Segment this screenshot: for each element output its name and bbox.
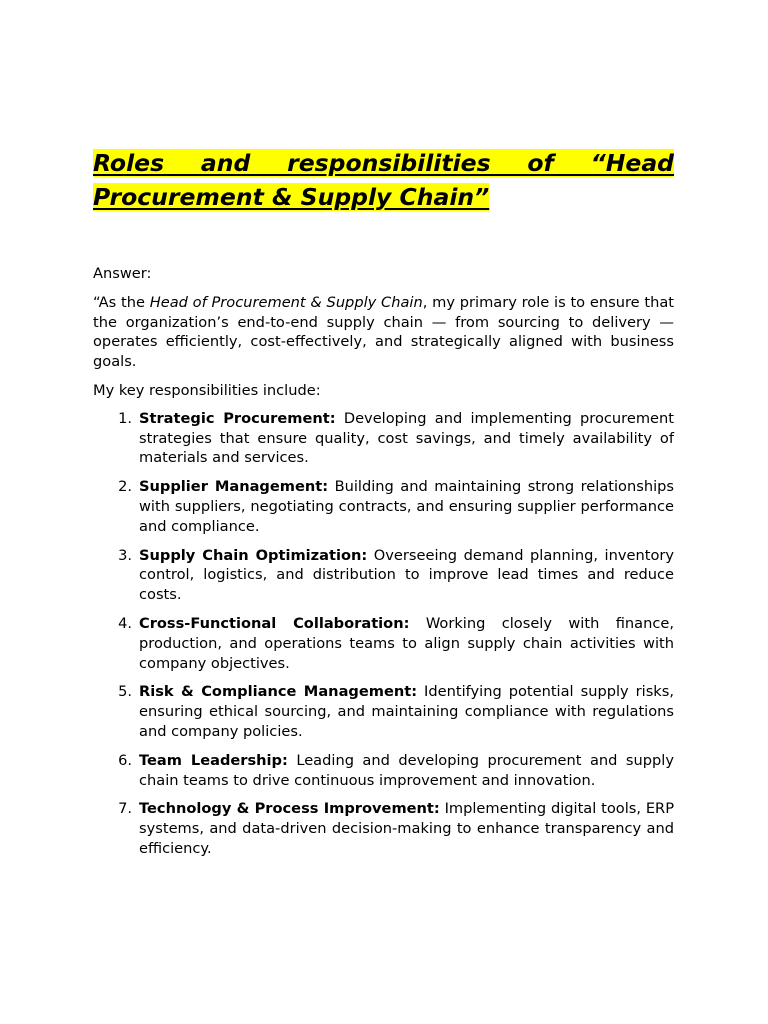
list-item-text: Overseeing demand planning, inventory control, logistics, and distribution to improve lead times and reduce costs.: [139, 546, 675, 604]
intro-body: , my primary role is to ensure that the organization’s end-to-end supply chain — from sourcing to delivery — operates efficiently, cost-effectively, and strategically aligned with business goals.: [93, 293, 674, 371]
list-item: [93, 751, 674, 791]
responsibilities-lead: My key responsibilities include:: [93, 381, 321, 399]
intro-paragraph: [93, 293, 674, 372]
list-item: [93, 546, 674, 605]
list-item-text: Leading and developing procurement and supply chain teams to drive continuous improvement and innovation.: [139, 751, 674, 789]
list-item-number: 2.: [118, 478, 132, 496]
list-item: [93, 409, 674, 468]
intro-opening: “As the: [93, 293, 150, 311]
list-item-title: Cross-Functional Collaboration:: [139, 614, 410, 632]
list-item-text: Developing and implementing procurement strategies that ensure quality, cost savings, and timely availability of materials and services.: [139, 409, 674, 467]
list-item-text: Working closely with finance, production, and operations teams to align supply chain activities with company objectives.: [139, 614, 674, 672]
list-item-number: 1.: [118, 409, 132, 427]
list-item-title: Technology & Process Improvement:: [139, 800, 440, 818]
list-item: [93, 682, 674, 741]
list-item: [93, 614, 674, 673]
list-item-number: 4.: [118, 614, 132, 632]
list-item-number: 5.: [118, 683, 132, 701]
list-item-title: Supplier Management:: [139, 478, 329, 496]
list-item-number: 3.: [118, 546, 132, 564]
highlighted-title-text: Roles and responsibilities of “Head Procurement & Supply Chain”: [93, 149, 674, 211]
list-item: [93, 799, 674, 858]
list-item-title: Strategic Procurement:: [139, 409, 336, 427]
list-item-title: Supply Chain Optimization:: [139, 546, 368, 564]
list-item-number: 6.: [118, 751, 132, 769]
answer-label: Answer:: [93, 265, 152, 282]
intro-role-title: Head of Procurement & Supply Chain: [149, 293, 423, 311]
list-item-text: Building and maintaining strong relationships with suppliers, negotiating contracts, and ensuring supplier performance and compliance.: [139, 478, 675, 535]
list-item-text: Implementing digital tools, ERP systems, and data-driven decision-making to enhance transparency and efficiency.: [139, 800, 674, 857]
list-item-title: Risk & Compliance Management:: [139, 683, 418, 701]
responsibilities-list: [93, 409, 674, 859]
list-item-number: 7.: [118, 800, 132, 818]
document-title: [93, 146, 674, 214]
document-page: [93, 146, 674, 868]
list-item: [93, 477, 674, 536]
list-item-title: Team Leadership:: [139, 751, 288, 769]
list-item-text: Identifying potential supply risks, ensuring ethical sourcing, and maintaining compliance with regulations and company policies.: [139, 683, 674, 740]
